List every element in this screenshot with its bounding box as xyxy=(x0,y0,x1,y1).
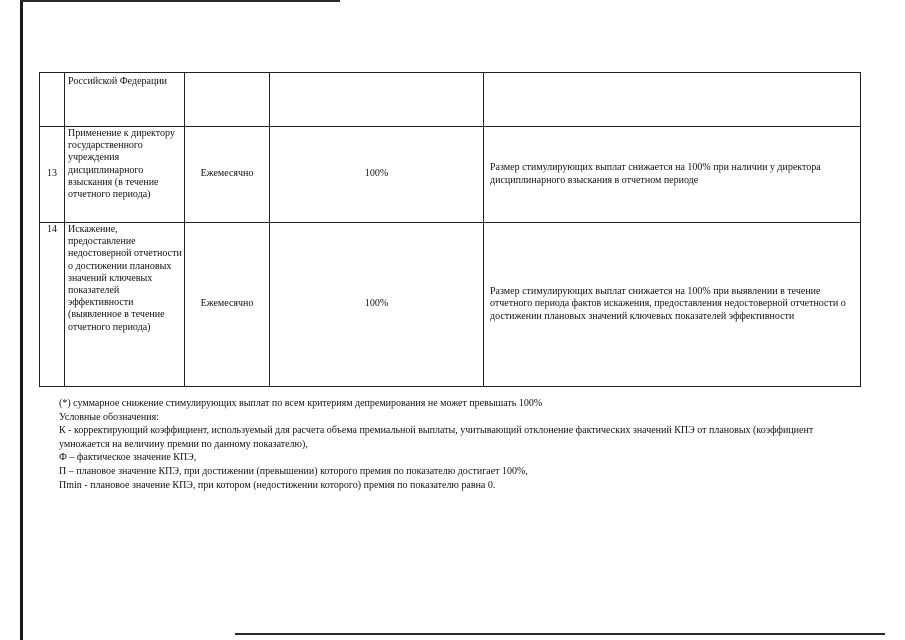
description-cell xyxy=(484,73,861,127)
footnote: (*) суммарное снижение стимулирующих выплат по всем критериям депремирования не может превышать 100% xyxy=(59,398,543,409)
kpi-penalty-table xyxy=(39,72,861,387)
f-definition: Ф – фактическое значение КПЭ, xyxy=(59,452,197,464)
row-number: 14 xyxy=(40,223,65,387)
criterion-cell: Искажение, предоставление недостоверной отчетности о достижении плановых значений ключевых показателей эффективности (выявленное в течение отчетного периода) xyxy=(65,223,185,387)
table-row xyxy=(40,223,861,387)
k-definition: К - корректирующий коэффициент, используемый для расчета объема премиальной выплаты, учитывающий отклонение фактических значений КПЭ от плановых (коэффициент умножается на величину премии по данному показателю), xyxy=(59,425,814,450)
description-cell: Размер стимулирующих выплат снижается на 100% при наличии у директора дисциплинарного взыскания в отчетном периоде xyxy=(484,127,861,223)
period-cell xyxy=(185,73,270,127)
criterion-cell: Российской Федерации xyxy=(65,73,185,127)
legend-title: Условные обозначения: xyxy=(59,411,160,423)
p-definition: П – плановое значение КПЭ, при достижении (превышении) которого премия по показателю достигает 100%, xyxy=(59,465,528,477)
scan-bottom-edge xyxy=(235,633,885,635)
criterion-cell: Применение к директору государственного учреждения дисциплинарного взыскания (в течение отчетного периода) xyxy=(65,127,185,223)
value-cell: 100% xyxy=(270,127,484,223)
value-cell xyxy=(270,73,484,127)
scan-top-edge xyxy=(20,0,340,2)
pmin-definition: Пmin - плановое значение КПЭ, при котором (недостижении которого) премия по показателю равна 0. xyxy=(59,479,496,491)
period-cell: Ежемесячно xyxy=(185,127,270,223)
description-cell: Размер стимулирующих выплат снижается на 100% при выявлении в течение отчетного периода фактов искажения, предоставления недостоверной отчетности о достижении плановых значений ключевых показателей эффективности xyxy=(484,223,861,387)
table-row xyxy=(40,73,861,127)
row-number: 13 xyxy=(40,127,65,223)
value-cell: 100% xyxy=(270,223,484,387)
row-number xyxy=(40,73,65,127)
notes-section xyxy=(59,397,859,492)
period-cell: Ежемесячно xyxy=(185,223,270,387)
table-row xyxy=(40,127,861,223)
scan-left-edge xyxy=(20,0,23,640)
